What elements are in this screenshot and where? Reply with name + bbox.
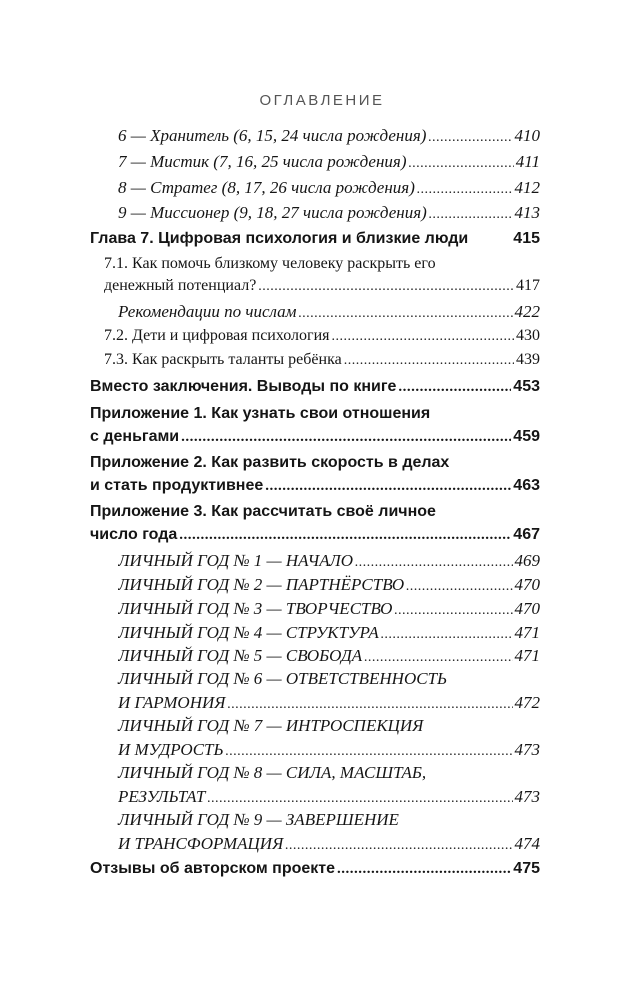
- entry-title: 9 — Миссионер (9, 18, 27 числа рождения): [118, 203, 427, 222]
- entry-page: 417: [516, 277, 540, 294]
- toc-chapter[interactable]: [90, 522, 540, 548]
- dot-leader: [179, 522, 511, 548]
- entry-page: 422: [514, 302, 540, 321]
- chapter-title: Отзывы об авторском проекте: [90, 860, 336, 877]
- entry-title: 6 — Хранитель (6, 15, 24 числа рождения): [118, 126, 427, 145]
- dot-leader: [408, 151, 513, 175]
- entry-title: 8 — Стратег (8, 17, 26 числа рождения): [118, 178, 415, 197]
- toc-entry[interactable]: [118, 548, 540, 574]
- chapter-title: и стать продуктивнее: [90, 477, 264, 494]
- dot-leader: [429, 202, 513, 226]
- entry-page: 470: [514, 599, 540, 618]
- toc-chapter[interactable]: [90, 226, 540, 252]
- entry-page: 430: [516, 327, 540, 344]
- toc-chapter[interactable]: [90, 473, 540, 499]
- toc-entry[interactable]: [104, 273, 540, 299]
- toc-entry[interactable]: [104, 347, 540, 373]
- entry-page: 471: [514, 646, 540, 665]
- dot-leader: [337, 856, 511, 882]
- entry-title: денежный потенциал?: [104, 277, 257, 294]
- dot-leader: [332, 324, 515, 349]
- dot-leader: [398, 374, 511, 400]
- entry-page: 412: [514, 178, 540, 197]
- chapter-page: 459: [513, 428, 540, 445]
- chapter-title: число года: [90, 526, 178, 543]
- entry-title: 7 — Мистик (7, 16, 25 числа рождения): [118, 152, 407, 171]
- toc-chapter[interactable]: [90, 374, 540, 400]
- entry-page: 473: [514, 787, 540, 806]
- chapter-title: Глава 7. Цифровая психология и близкие люди: [90, 230, 469, 247]
- dot-leader: [355, 550, 512, 574]
- toc-entry[interactable]: [118, 149, 540, 175]
- dot-leader: [344, 348, 514, 373]
- toc-entry-line1[interactable]: ЛИЧНЫЙ ГОД № 9 — ЗАВЕРШЕНИЕ: [118, 810, 399, 829]
- dot-leader: [417, 177, 513, 201]
- chapter-page: 453: [513, 378, 540, 395]
- entry-title: 7.3. Как раскрыть таланты ребёнка: [104, 351, 342, 368]
- entry-page: 410: [514, 126, 540, 145]
- dot-leader: [428, 125, 512, 149]
- entry-page: 413: [514, 203, 540, 222]
- entry-title: ЛИЧНЫЙ ГОД № 5 — СВОБОДА: [118, 646, 363, 665]
- entry-title: Рекомендации по числам: [118, 302, 297, 321]
- toc-chapter-line1[interactable]: Приложение 3. Как рассчитать своё личное: [90, 503, 436, 520]
- entry-title: ЛИЧНЫЙ ГОД № 1 — НАЧАЛО: [118, 551, 354, 570]
- toc-entry[interactable]: [118, 175, 540, 201]
- toc-entry-line1[interactable]: ЛИЧНЫЙ ГОД № 7 — ИНТРОСПЕКЦИЯ: [118, 716, 424, 735]
- entry-title: И ГАРМОНИЯ: [118, 693, 226, 712]
- toc-entry[interactable]: [118, 572, 540, 598]
- chapter-page: 467: [513, 526, 540, 543]
- chapter-title: Вместо заключения. Выводы по книге: [90, 378, 397, 395]
- entry-title: ЛИЧНЫЙ ГОД № 4 — СТРУКТУРА: [118, 623, 379, 642]
- toc-chapter[interactable]: [90, 424, 540, 450]
- chapter-page: 415: [513, 230, 540, 247]
- entry-page: 411: [515, 152, 540, 171]
- toc-entry[interactable]: [104, 323, 540, 349]
- toc-entry[interactable]: [118, 123, 540, 149]
- dot-leader: [406, 574, 512, 598]
- toc-entry-line1[interactable]: 7.1. Как помочь близкому человеку раскрыть его: [104, 255, 436, 272]
- chapter-title: с деньгами: [90, 428, 180, 445]
- entry-page: 472: [514, 693, 540, 712]
- toc-entry[interactable]: [118, 831, 540, 857]
- entry-page: 471: [514, 623, 540, 642]
- entry-title: ЛИЧНЫЙ ГОД № 3 — ТВОРЧЕСТВО: [118, 599, 393, 618]
- dot-leader: [299, 301, 513, 325]
- toc-entry-line1[interactable]: ЛИЧНЫЙ ГОД № 6 — ОТВЕТСТВЕННОСТЬ: [118, 669, 448, 688]
- dot-leader: [265, 473, 511, 499]
- toc-chapter-line1[interactable]: Приложение 1. Как узнать свои отношения: [90, 405, 431, 422]
- entry-title: И МУДРОСТЬ: [118, 740, 224, 759]
- entry-title: ЛИЧНЫЙ ГОД № 2 — ПАРТНЁРСТВО: [118, 575, 405, 594]
- entry-page: 474: [514, 834, 540, 853]
- toc-chapter-line1[interactable]: Приложение 2. Как развить скорость в делах: [90, 454, 450, 471]
- dot-leader: [285, 833, 512, 857]
- dot-leader: [258, 274, 514, 299]
- entry-page: 473: [514, 740, 540, 759]
- entry-title: РЕЗУЛЬТАТ: [118, 787, 206, 806]
- chapter-page: 463: [513, 477, 540, 494]
- entry-title: 7.2. Дети и цифровая психология: [104, 327, 330, 344]
- dot-leader: [394, 598, 512, 622]
- chapter-page: 475: [513, 860, 540, 877]
- toc-chapter[interactable]: [90, 856, 540, 882]
- entry-page: 439: [516, 351, 540, 368]
- toc-entry[interactable]: [118, 299, 540, 325]
- toc-entry[interactable]: [118, 200, 540, 226]
- entry-page: 470: [514, 575, 540, 594]
- toc-entry[interactable]: [118, 596, 540, 622]
- toc-entry-line1[interactable]: ЛИЧНЫЙ ГОД № 8 — СИЛА, МАСШТАБ,: [118, 763, 427, 782]
- entry-page: 469: [514, 551, 540, 570]
- page-header: ОГЛАВЛЕНИЕ: [259, 92, 385, 109]
- dot-leader: [181, 424, 511, 450]
- entry-title: И ТРАНСФОРМАЦИЯ: [118, 834, 284, 853]
